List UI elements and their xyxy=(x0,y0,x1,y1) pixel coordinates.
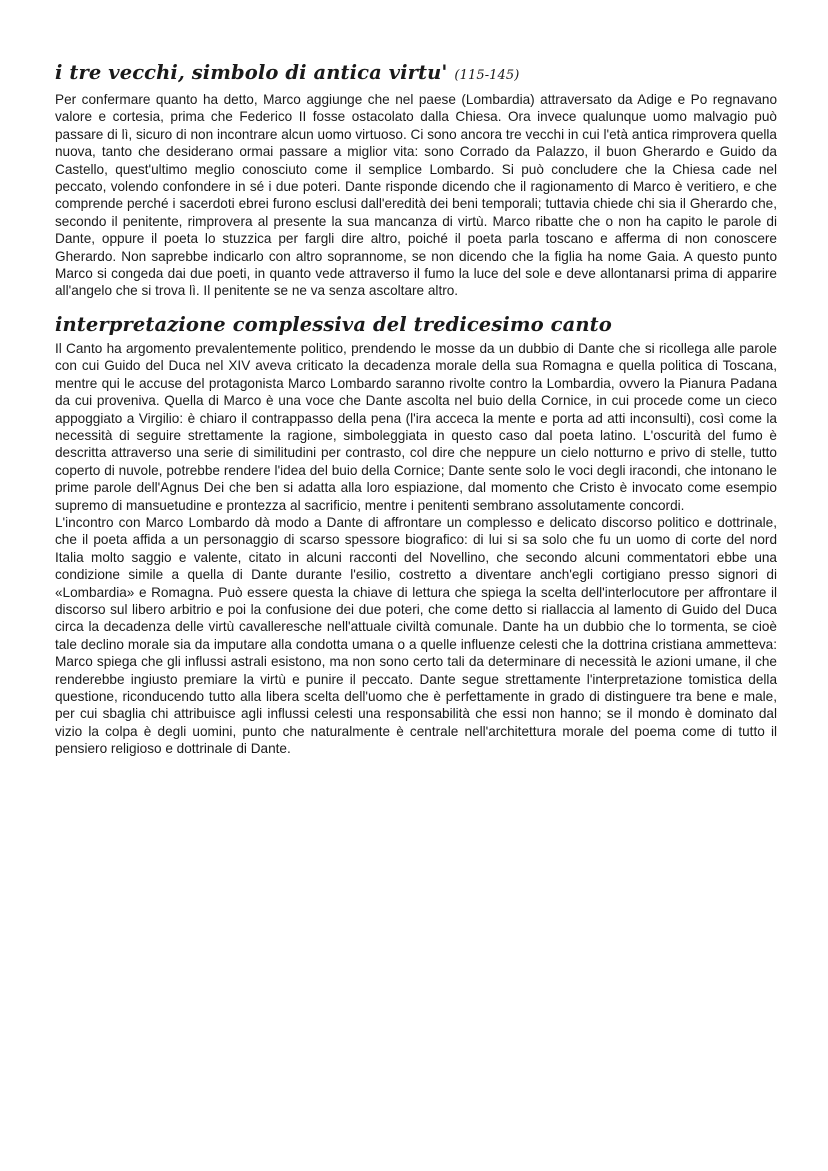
section-heading-interpretazione xyxy=(55,312,777,338)
section-paragraph: Il Canto ha argomento prevalentemente politico, prendendo le mosse da un dubbio di Dante che si ricollega alle parole con cui Guido del Duca nel XIV aveva criticato la decadenza morale della sua Romagna e quella politica di Toscana, mentre qui le accuse del protagonista Marco Lombardo saranno rivolte contro la Lombardia, ovvero la Pianura Padana da cui proveniva. Quella di Marco è una voce che Dante ascolta nel buio della Cornice, in cui procede come un cieco appoggiato a Virgilio: è chiaro il contrappasso della pena (l'ira acceca la mente e porta ad atti inconsulti), così come la necessità di seguire strettamente la ragione, simboleggiata in questo caso dal poeta latino. L'oscurità del fumo è descritta attraverso una serie di similitudini per contrasto, col dire che neppure un cielo notturno e privo di stelle, tutto coperto di nuvole, potrebbe rendere l'idea del buio della Cornice; Dante sente solo le voci degli iracondi, che intonano le prime parole dell'Agnus Dei che ben si adatta alla loro espiazione, dal momento che Cristo è invocato come esempio supremo di mansuetudine e prontezza al sacrificio, mentre i penitenti sembrano assolutamente concordi. xyxy=(55,340,777,513)
document-page xyxy=(55,60,777,758)
section-title: i tre vecchi, simbolo di antica virtu' xyxy=(55,61,448,84)
section-paragraph: L'incontro con Marco Lombardo dà modo a Dante di affrontare un complesso e delicato discorso politico e dottrinale, che il poeta affida a un personaggio di scarso spessore biografico: di lui si sa solo che fu un uomo di corte del nord Italia molto saggio e valente, citato in alcuni racconti del Novellino, che secondo alcuni commentatori ebbe una condizione simile a quella di Dante durante l'esilio, costretto a diventare anch'egli cortigiano presso signori di «Lombardia» e Romagna. Può essere questa la chiave di lettura che spiega la scelta dell'interlocutore per affrontare il discorso sul libero arbitrio e poi la confusione dei due poteri, che come detto si riallaccia al lamento di Guido del Duca circa la decadenza delle virtù cavalleresche nell'attuale civiltà comunale. Dante ha un dubbio che lo tormenta, se cioè tale declino morale sia da imputare alla condotta umana o a quelle influenze celesti che la dottrina cristiana ammetteva: Marco spiega che gli influssi astrali esistono, ma non sono certo tali da determinare di necessità le azioni umane, il che renderebbe ingiusto premiare la virtù e punire il peccato. Dante segue strettamente l'interpretazione tomistica della questione, riconducendo tutto alla libera scelta dell'uomo che è perfettamente in grado di distinguere tra bene e male, per cui sbaglia chi attribuisce agli influssi celesti una responsabilità che essi non hanno; se il mondo è dominato dal vizio la colpa è degli uomini, punto che naturalmente è centrale nell'architettura morale del poema come di tutto il pensiero religioso e dottrinale di Dante. xyxy=(55,514,777,757)
section-paragraph: Per confermare quanto ha detto, Marco aggiunge che nel paese (Lombardia) attraversato da Adige e Po regnavano valore e cortesia, prima che Federico II fosse ostacolato dalla Chiesa. Ora invece qualunque uomo malvagio può passare di lì, sicuro di non incontrare alcun uomo virtuoso. Ci sono ancora tre vecchi in cui l'età antica rimprovera quella nuova, tanto che desiderano ormai passare a miglior vita: sono Corrado da Palazzo, il buon Gherardo e Guido da Castello, quest'ultimo meglio conosciuto come il semplice Lombardo. Si può concludere che la Chiesa cade nel peccato, volendo confondere in sé i due poteri. Dante risponde dicendo che il ragionamento di Marco è veritiero, e che comprende perché i sacerdoti ebrei furono esclusi dall'eredità dei beni temporali; tuttavia chiede chi sia il Gherardo che, secondo il penitente, rimprovera al presente la sua mancanza di virtù. Marco ribatte che o non ha capito le parole di Dante, oppure il poeta lo stuzzica per fargli dire altro, poiché il poeta parla toscano e afferma di non conoscere Gherardo. Non saprebbe indicarlo con altro soprannome, se non dicendo che la figlia ha nome Gaia. A questo punto Marco si congeda dai due poeti, in quanto vede attraverso il fumo la luce del sole e deve allontanarsi prima di apparire all'angelo che si trova lì. Il penitente se ne va senza ascoltare altro. xyxy=(55,92,777,299)
section-title: interpretazione complessiva del tredicesimo canto xyxy=(55,312,612,336)
verse-range: (115-145) xyxy=(454,68,520,83)
section-spacer xyxy=(55,300,777,312)
section-heading-tre-vecchi xyxy=(55,60,777,89)
